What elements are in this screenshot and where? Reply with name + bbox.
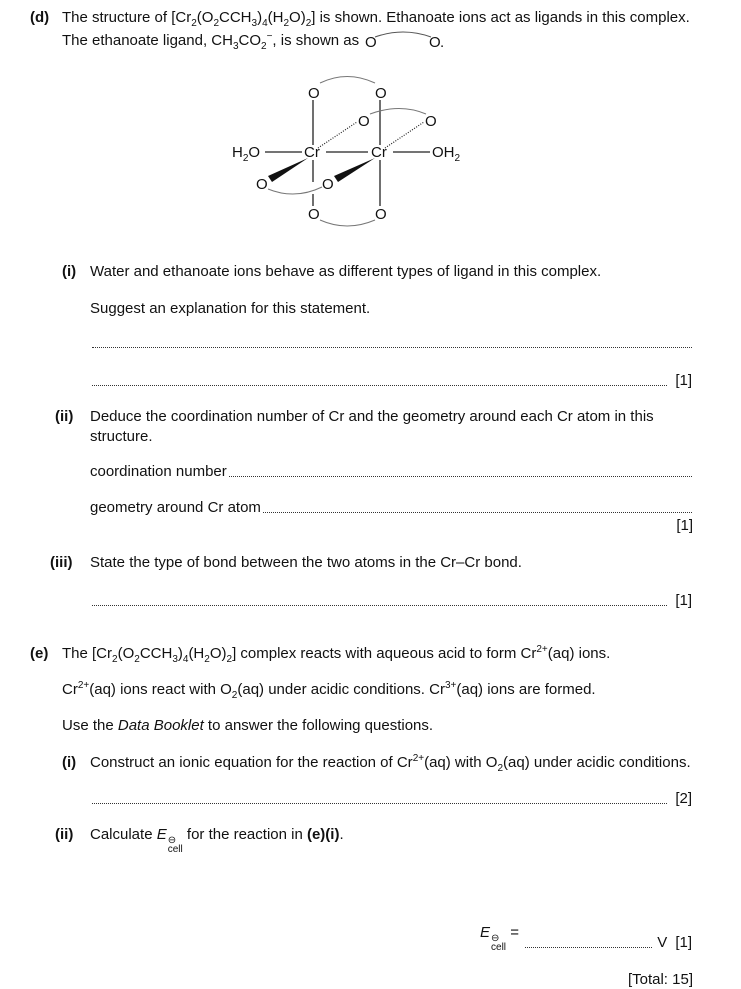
- ligand-oxygen: O: [429, 34, 441, 51]
- chromium-atom: Cr: [371, 144, 387, 161]
- part-d-intro-line2: [62, 29, 443, 51]
- oxygen-atom: O: [308, 206, 320, 223]
- oxygen-atom: O: [425, 113, 437, 130]
- marks: [1]: [675, 372, 692, 389]
- answer-line[interactable]: [90, 334, 692, 352]
- answer-line[interactable]: [90, 592, 692, 610]
- part-e-reaction-text: $Cr^{2+}(aq)$ ions react with $O_2(aq)$ under acidic conditions. $Cr^{3+}(aq)$ ions are formed.: [62, 680, 596, 701]
- oxygen-atom: O: [358, 113, 370, 130]
- part-d-intro-line1: The structure of $[Cr_2(O_2CCH_3)_4(H_2O)_2]$ is shown. Ethanoate ions act as ligands in this complex.: [62, 9, 690, 29]
- geometry-label: geometry around Cr atom: [90, 499, 261, 516]
- part-d-iii-question: State the type of bond between the two atoms in the Cr–Cr bond.: [90, 554, 522, 571]
- unit: V: [657, 934, 668, 951]
- part-e-label: (e): [30, 645, 49, 662]
- part-e-i-question: Construct an ionic equation for the reaction of $Cr^{2+}(aq)$ with $O_2(aq)$ under acidic conditions.: [90, 753, 691, 774]
- part-d-i-label: (i): [62, 263, 77, 280]
- total-marks: [Total: 15]: [627, 971, 693, 988]
- coordination-number-answer[interactable]: [90, 463, 692, 481]
- part-e-i-label: (i): [62, 754, 77, 771]
- part-d-ii-question-cont: structure.: [90, 428, 153, 445]
- ecell-answer[interactable]: [480, 924, 692, 953]
- part-d-iii-label: (iii): [50, 554, 73, 571]
- part-d-ii-question: Deduce the coordination number of Cr and the geometry around each Cr atom in this: [90, 408, 654, 425]
- chromium-atom: Cr: [304, 144, 320, 161]
- part-e-instruction: Use the Data Booklet to answer the following questions.: [62, 717, 434, 734]
- ligand-oxygen: O: [365, 34, 377, 51]
- answer-line[interactable]: [90, 372, 692, 390]
- ethanoate-ligand-symbol: [363, 29, 443, 51]
- part-d-i-prompt: Suggest an explanation for this statement.: [90, 300, 371, 317]
- part-d-i-question: Water and ethanoate ions behave as different types of ligand in this complex.: [90, 263, 602, 280]
- oxygen-atom: O: [322, 176, 334, 193]
- geometry-answer[interactable]: [90, 499, 692, 517]
- marks: [1]: [676, 517, 693, 534]
- water-ligand-right: $OH_2$: [432, 144, 461, 164]
- part-e-ii-question: Calculate E ⊖ cell for the reaction in (e)(i).: [90, 826, 344, 855]
- ecell-label: E ⊖ cell =: [480, 924, 519, 953]
- oxygen-atom: O: [375, 85, 387, 102]
- oxygen-atom: O: [375, 206, 387, 223]
- ligand-description: The ethanoate ligand, $CH_3CO_2^-$, is shown as: [62, 31, 360, 52]
- oxygen-atom: O: [256, 176, 268, 193]
- chromium-complex-structure: [220, 70, 480, 230]
- part-d-label: (d): [30, 9, 50, 26]
- marks: [1]: [675, 934, 692, 951]
- coordination-number-label: coordination number: [90, 463, 227, 480]
- marks: [1]: [675, 592, 692, 609]
- oxygen-atom: O: [308, 85, 320, 102]
- part-e-ii-label: (ii): [55, 826, 74, 843]
- part-e-intro: The $[Cr_2(O_2CCH_3)_4(H_2O)_2]$ complex reacts with aqueous acid to form $Cr^{2+}(aq)$ ions.: [62, 644, 611, 665]
- marks: [2]: [675, 790, 692, 807]
- part-d-ii-label: (ii): [55, 408, 74, 425]
- water-ligand-left: $H_2O$: [232, 144, 261, 164]
- answer-line[interactable]: [90, 790, 692, 808]
- ligand-end: .: [440, 34, 445, 51]
